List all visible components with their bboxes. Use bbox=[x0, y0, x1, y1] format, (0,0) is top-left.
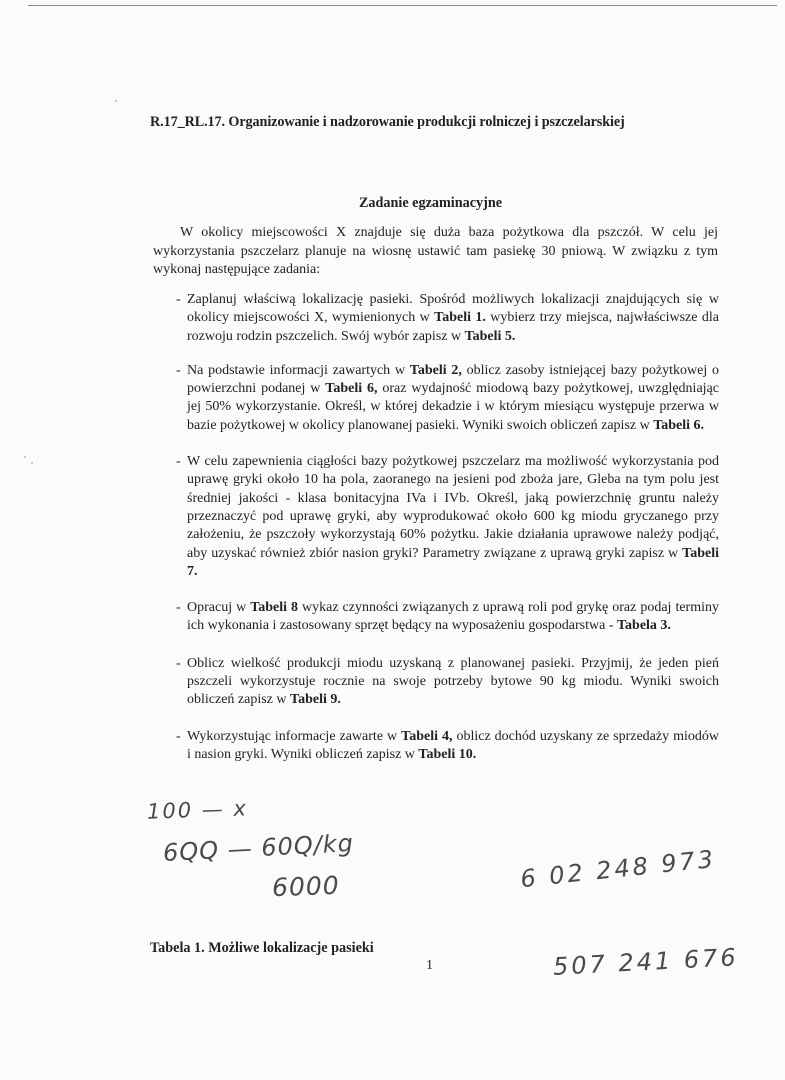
task-item-income bbox=[176, 728, 719, 765]
list-dash: - bbox=[176, 655, 181, 671]
task-item-buckwheat bbox=[176, 453, 719, 581]
list-dash: - bbox=[176, 728, 181, 744]
table-reference: Tabeli 8 bbox=[250, 600, 299, 616]
scan-speck bbox=[115, 100, 117, 102]
handwritten-phone-number: 6 02 248 973 bbox=[519, 844, 718, 894]
course-title: R.17_RL.17. Organizowanie i nadzorowanie produkcji rolniczej i pszczelarskiej bbox=[150, 114, 625, 130]
task-text: Oblicz wielkość produkcji miodu uzyskaną z planowanej pasieki. Przyjmij, że jeden pień pszczeli wykorzystuje rocznie na swoje potrzeby bytowe 90 kg miodu. Wyniki swoich obliczeń zapisz w bbox=[187, 655, 719, 708]
scan-speck bbox=[31, 462, 33, 464]
table-reference: Tabela 3. bbox=[616, 618, 671, 634]
task-text: wybierz trzy miejsca, najwłaściwsze dla rozwoju rodzin pszczelich. Swój wybór zapisz w bbox=[187, 310, 719, 344]
handwritten-note-calculation: 6QQ — 60Q/kg bbox=[162, 829, 355, 867]
page-top-edge bbox=[28, 5, 777, 6]
table-reference: Tabeli 9. bbox=[290, 692, 341, 708]
table-reference: Tabeli 6. bbox=[653, 417, 705, 433]
table-reference: Tabeli 2, bbox=[409, 362, 462, 378]
task-text: W celu zapewnienia ciągłości bazy pożytkowej pszczelarz ma możliwość wykorzystania pod uprawę gryki około 10 ha pola, zaoranego na jesieni pod zboża jare, Gleba na tym polu jest średniej jakości - klasa bonitacyjna IVa i IVb. Określ, jaką powierzchnię gruntu należy przeznaczyć pod uprawę gryki, aby wyprodukować około 600 kg miodu gryczanego przy założeniu, że pszczoły wykorzystają 60% pożytku. Jakie działania uprawowe należy podjąć, aby uzyskać również zbiór nasion gryki? Parametry związane z uprawą gryki zapisz w bbox=[187, 454, 719, 561]
scan-speck bbox=[24, 456, 26, 458]
task-text: Opracuj w bbox=[187, 600, 251, 616]
list-dash: - bbox=[176, 454, 181, 470]
task-text: oraz wydajność miodową bazy pożytkowej, uwzględniając jej 50% wykorzystanie. Określ, w której dekadzie i w którym miesiącu występuje przerwa w bazie pożytkowej w okolicy planowanej pasieki. Wyniki swoich obliczeń zapisz w bbox=[187, 381, 719, 433]
page-number: 1 bbox=[426, 958, 433, 973]
list-dash: - bbox=[176, 292, 181, 307]
task-item-cultivation bbox=[176, 599, 719, 636]
list-dash: - bbox=[176, 362, 181, 378]
list-dash: - bbox=[176, 600, 181, 616]
table-reference: Tabeli 7. bbox=[187, 545, 719, 579]
table-reference: Tabeli 10. bbox=[418, 746, 477, 762]
intro-paragraph bbox=[153, 224, 718, 280]
task-text: oblicz zasoby istniejącej bazy pożytkowej o powierzchni podanej w bbox=[187, 362, 719, 397]
handwritten-note-result: 6000 bbox=[271, 870, 341, 903]
task-item-resources bbox=[176, 362, 719, 435]
task-heading: Zadanie egzaminacyjne bbox=[358, 195, 503, 211]
table-reference: Tabeli 5. bbox=[464, 328, 516, 344]
task-text: Na podstawie informacji zawartych w bbox=[187, 362, 410, 378]
intro-text: W okolicy miejscowości X znajduje się duża baza pożytkowa dla pszczół. W celu jej wykorzystania pszczelarz planuje na wiosnę ustawić tam pasiekę 30 pniową. W związku z tym wykonaj następujące zadania: bbox=[153, 225, 718, 277]
task-list bbox=[176, 291, 719, 764]
table-reference: Tabeli 6, bbox=[325, 381, 378, 397]
table-reference: Tabeli 4, bbox=[401, 728, 453, 744]
task-text: oblicz dochód uzyskany ze sprzedaży miodów i nasion gryki. Wyniki obliczeń zapisz w bbox=[187, 728, 719, 762]
table-reference: Tabeli 1. bbox=[434, 310, 486, 326]
handwritten-phone-number-2: 507 241 676 bbox=[552, 943, 740, 981]
table-caption: Tabela 1. Możliwe lokalizacje pasieki bbox=[150, 940, 374, 956]
task-item-honey-production bbox=[176, 655, 719, 710]
task-text: Wykorzystując informacje zawarte w bbox=[187, 728, 402, 744]
task-text: wykaz czynności związanych z uprawą roli pod grykę oraz podaj terminy ich wykonania i zastosowany sprzęt będący na wyposażeniu gospodarstwa - bbox=[187, 600, 719, 634]
task-item-location bbox=[176, 291, 719, 346]
task-text: Zaplanuj właściwą lokalizację pasieki. Spośród możliwych lokalizacji znajdujących się w okolicy miejscowości X, wymienionych w bbox=[187, 292, 719, 326]
handwritten-note-proportion: 100 — x bbox=[146, 796, 249, 824]
